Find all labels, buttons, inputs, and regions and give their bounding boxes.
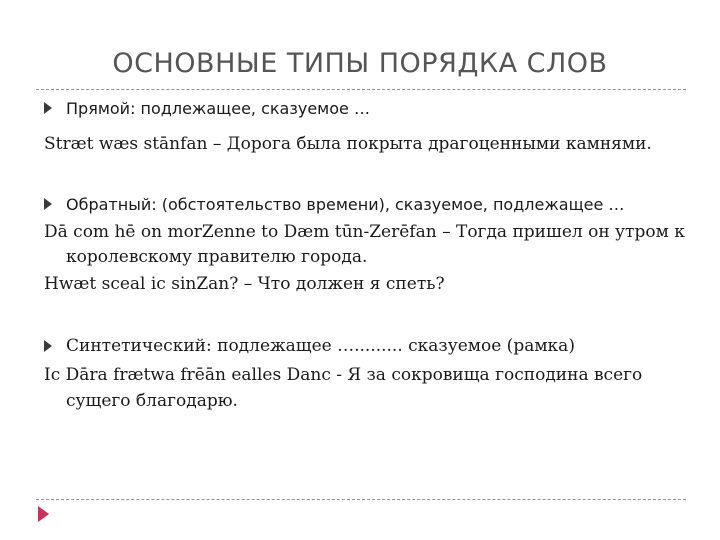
example-line: Hwæt sceal ic sinZan? – Что должен я спеть?	[44, 274, 445, 294]
bullet-inverted-order	[44, 195, 624, 214]
slide-title: ОСНОВНЫЕ ТИПЫ ПОРЯДКА СЛОВ	[112, 48, 608, 79]
triangle-right-icon	[44, 198, 52, 210]
example-line: Dā com hē on morZenne to Dæm tūn-Zerēfan – Тогда пришел он утром к	[44, 222, 685, 242]
bullet-text: Синтетический: подлежащее …......... сказуемое (рамка)	[66, 336, 575, 356]
triangle-right-icon	[44, 102, 52, 114]
example-line: Ic Dāra frætwa frēān ealles Danc - Я за сокровища господина всего	[44, 365, 643, 385]
footer-divider	[36, 499, 686, 500]
bullet-text: Прямой: подлежащее, сказуемое …	[66, 99, 370, 118]
example-line-continuation: королевскому правителю города.	[66, 247, 368, 267]
title-divider	[36, 89, 686, 90]
triangle-right-icon	[44, 340, 52, 352]
bullet-direct-order	[44, 99, 370, 118]
example-line-continuation: сущего благодарю.	[66, 391, 238, 411]
bullet-synthetic-order	[44, 336, 575, 356]
next-slide-arrow-icon[interactable]	[38, 506, 49, 522]
bullet-text: Обратный: (обстоятельство времени), сказуемое, подлежащее …	[66, 195, 625, 214]
example-line: Stræt wæs stānfan – Дорога была покрыта драгоценными камнями.	[44, 134, 652, 154]
